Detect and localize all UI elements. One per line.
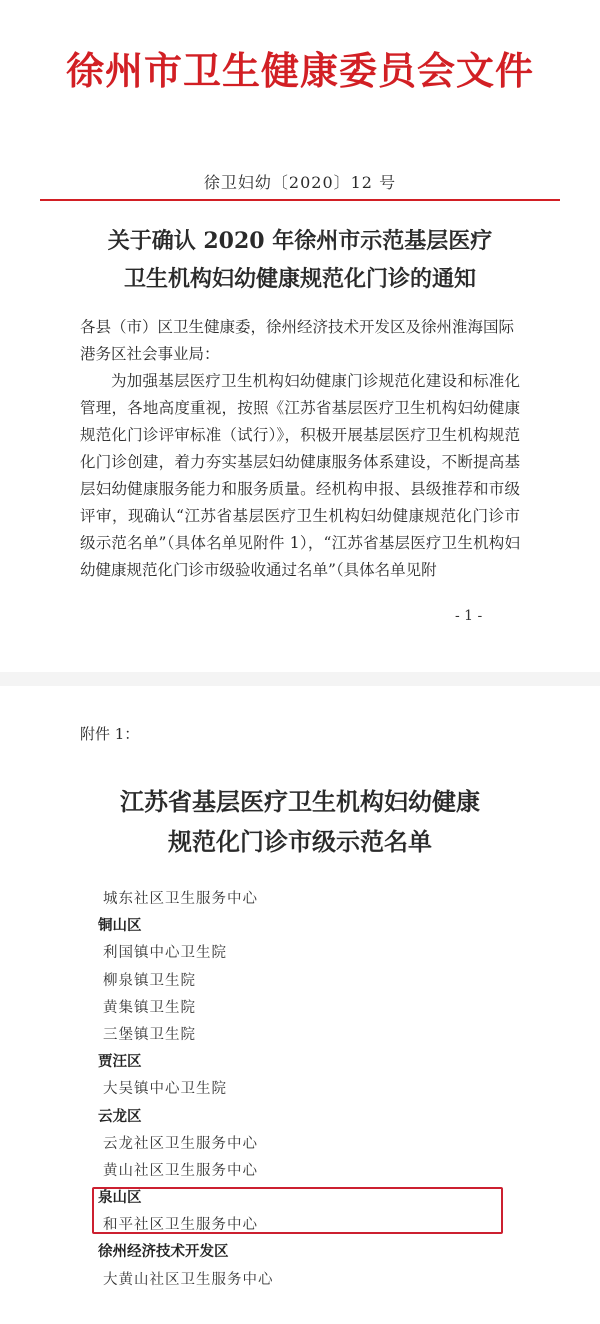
highlight-box <box>92 1187 503 1234</box>
notice-title-line-2: 卫生机构妇幼健康规范化门诊的通知 <box>123 266 476 292</box>
facility-item: 黄集镇卫生院 <box>103 999 196 1016</box>
facility-item: 利国镇中心卫生院 <box>103 945 227 962</box>
district-heading: 云龙区 <box>98 1108 142 1125</box>
header-divider <box>40 199 560 201</box>
district-heading: 铜山区 <box>98 918 142 935</box>
facility-item: 大吴镇中心卫生院 <box>103 1081 227 1098</box>
notice-title-line-1: 关于确认 2020 年徐州市示范基层医疗 <box>107 228 493 254</box>
attachment-title-line-1: 江苏省基层医疗卫生机构妇幼健康 <box>120 787 480 816</box>
facility-item: 云龙社区卫生服务中心 <box>103 1135 258 1152</box>
body-paragraph: 为加强基层医疗卫生机构妇幼健康门诊规范化建设和标准化管理，各地高度重视，按照《江苏省基层医疗卫生机构妇幼健康规范化门诊评审标准（试行）》，积极开展基层医疗卫生机构规范化门诊创建，着力夯实基层妇幼健康服务体系建设，不断提高基层妇幼健康服务能力和服务质量。经机构申报、县级推荐和市级评审，现确认“江苏省基层医疗卫生机构妇幼健康规范化门诊市级示范名单”（具体名单见附件 1），“江苏省基层医疗卫生机构妇幼健康规范化门诊市级验收通过名单”（具体名单见附 <box>80 372 520 579</box>
page-separator <box>0 672 600 686</box>
document-header-title: 徐州市卫生健康委员会文件 <box>65 49 534 93</box>
attachment-label: 附件 1： <box>80 725 140 743</box>
facility-item: 三堡镇卫生院 <box>103 1026 196 1043</box>
page-number: - 1 - <box>455 608 483 624</box>
facility-item: 城东社区卫生服务中心 <box>103 891 258 907</box>
facility-item: 柳泉镇卫生院 <box>103 972 196 989</box>
attachment-title-line-2: 规范化门诊市级示范名单 <box>168 827 432 856</box>
document-number: 徐卫妇幼〔2020〕12 号 <box>203 173 397 192</box>
district-heading: 泉山区 <box>98 1190 142 1207</box>
district-heading: 贾汪区 <box>98 1054 142 1071</box>
attachment-title <box>0 782 600 862</box>
notice-title <box>0 222 600 298</box>
facility-item: 和平社区卫生服务中心 <box>103 1217 258 1234</box>
addressee: 各县（市）区卫生健康委，徐州经济技术开发区及徐州淮海国际港务区社会事业局： <box>80 318 515 363</box>
facility-item: 大黄山社区卫生服务中心 <box>103 1271 274 1288</box>
district-heading: 徐州经济技术开发区 <box>98 1244 229 1261</box>
facility-item: 黄山社区卫生服务中心 <box>103 1162 258 1179</box>
